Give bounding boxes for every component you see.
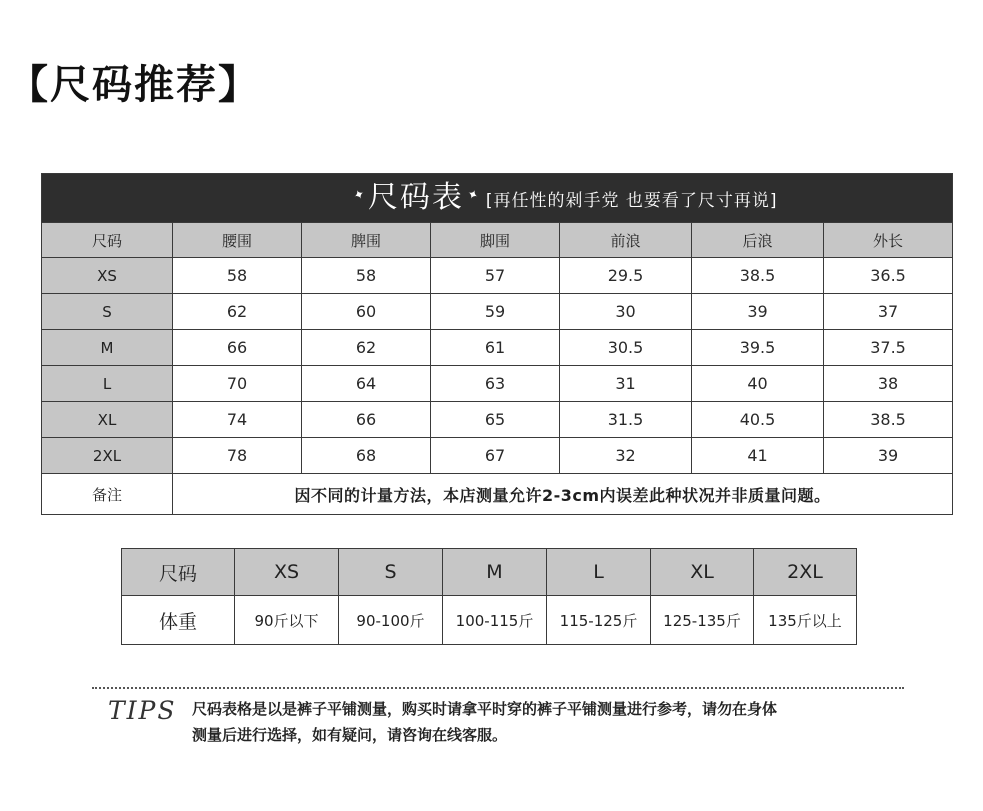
table-cell: 40.5 [692,402,824,438]
table-cell: 39 [824,438,953,474]
sparkle-right-icon: ✦ [464,186,481,205]
weight-cell: 90-100斤 [339,596,443,645]
page-title: 【尺码推荐】 [8,62,260,108]
table-cell: 63 [431,366,560,402]
table-row [42,438,953,474]
size-chart-header-row [42,223,953,258]
tips-text [192,696,912,748]
table-row [42,258,953,294]
table-cell: 58 [302,258,431,294]
sparkle-left-icon: ✦ [351,186,368,205]
weight-label-cell: 体重 [122,596,235,645]
table-cell: 37.5 [824,330,953,366]
table-cell: 31 [560,366,692,402]
column-header: 脾围 [302,223,431,258]
size-cell: XS [235,549,339,596]
table-cell: 62 [173,294,302,330]
size-cell: XL [651,549,754,596]
note-label: 备注 [42,474,173,515]
table-cell: 39 [692,294,824,330]
weight-chart-header-row [122,549,857,596]
table-cell: 67 [431,438,560,474]
table-cell: 38.5 [824,402,953,438]
table-cell: 61 [431,330,560,366]
column-header: 脚围 [431,223,560,258]
table-cell: 64 [302,366,431,402]
size-chart-title: 尺码表 [367,180,464,215]
table-row [42,330,953,366]
size-chart-subtitle: [再任性的剁手党 也要看了尺寸再说] [485,191,778,211]
table-cell: 58 [173,258,302,294]
column-header: 外长 [824,223,953,258]
table-cell: 31.5 [560,402,692,438]
table-cell: 62 [302,330,431,366]
note-text: 因不同的计量方法，本店测量允许2-3cm内误差此种状况并非质量问题。 [294,485,831,505]
size-cell: M [42,330,173,366]
table-cell: 74 [173,402,302,438]
table-cell: 40 [692,366,824,402]
table-cell: 37 [824,294,953,330]
table-cell: 60 [302,294,431,330]
table-cell: 65 [431,402,560,438]
weight-chart-table [121,548,857,645]
table-cell: 29.5 [560,258,692,294]
column-header: 腰围 [173,223,302,258]
tips-line: 测量后进行选择，如有疑问，请咨询在线客服。 [192,726,508,744]
table-row [42,294,953,330]
table-cell: 70 [173,366,302,402]
weight-cell: 125-135斤 [651,596,754,645]
size-cell: 2XL [754,549,857,596]
note-row [42,474,953,515]
tips-line: 尺码表格是以是裤子平铺测量，购买时请拿平时穿的裤子平铺测量进行参考，请勿在身体 [192,700,778,718]
table-cell: 32 [560,438,692,474]
column-header: 尺码 [42,223,173,258]
size-cell: L [42,366,173,402]
size-cell: S [42,294,173,330]
weight-cell: 115-125斤 [547,596,651,645]
table-cell: 59 [431,294,560,330]
table-cell: 66 [302,402,431,438]
table-cell: 30 [560,294,692,330]
table-cell: 36.5 [824,258,953,294]
column-header: 前浪 [560,223,692,258]
tips-label: TIPS [108,696,177,725]
size-cell: XL [42,402,173,438]
size-chart-table [41,173,953,515]
size-chart-banner [42,174,953,223]
table-cell: 66 [173,330,302,366]
size-cell: XS [42,258,173,294]
table-cell: 30.5 [560,330,692,366]
table-cell: 39.5 [692,330,824,366]
weight-cell: 100-115斤 [443,596,547,645]
weight-cell: 135斤以上 [754,596,857,645]
table-cell: 78 [173,438,302,474]
weight-cell: 90斤以下 [235,596,339,645]
size-label-cell: 尺码 [122,549,235,596]
size-cell: M [443,549,547,596]
table-cell: 38.5 [692,258,824,294]
table-row [42,366,953,402]
table-cell: 68 [302,438,431,474]
note-text-cell [173,474,953,515]
size-cell: 2XL [42,438,173,474]
table-row [42,402,953,438]
weight-row [122,596,857,645]
table-cell: 38 [824,366,953,402]
table-cell: 41 [692,438,824,474]
table-cell: 57 [431,258,560,294]
tips-divider [92,687,904,689]
size-cell: L [547,549,651,596]
column-header: 后浪 [692,223,824,258]
size-cell: S [339,549,443,596]
